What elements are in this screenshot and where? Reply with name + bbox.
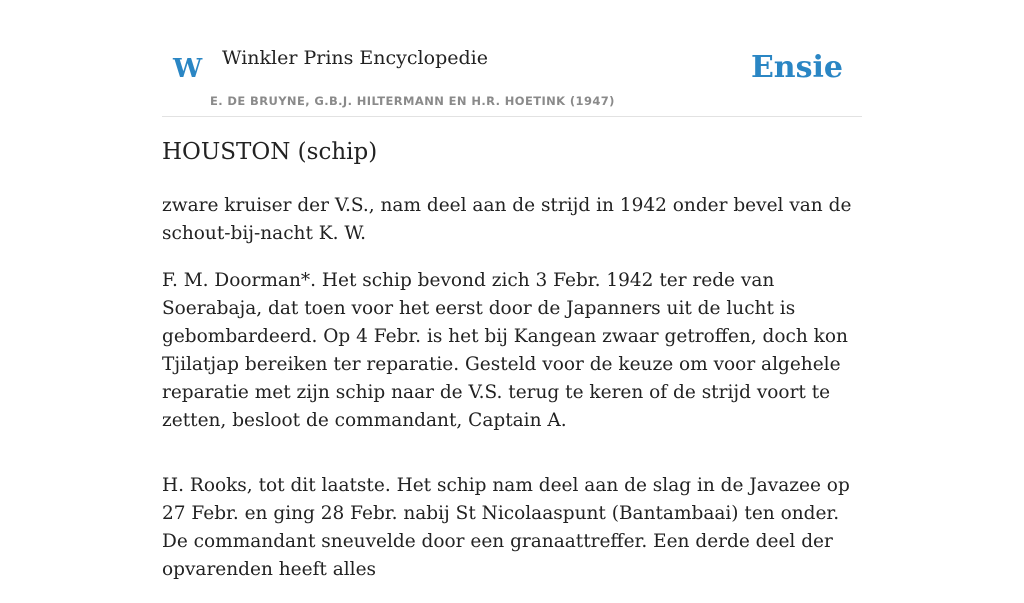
- article-paragraph: F. M. Doorman*. Het schip bevond zich 3 Febr. 1942 ter rede van Soerabaja, dat toen voor het eerst door de Japanners uit de lucht is gebombardeerd. Op 4 Febr. is het bij Kangean zwaar getroffen, doch kon Tjilatjap bereiken ter reparatie. Gesteld voor de keuze om voor algehele reparatie met zijn schip naar de V.S. terug te keren of de strijd voort te zetten, besloot de commandant, Captain A.: [162, 270, 848, 431]
- article-paragraph: zware kruiser der V.S., nam deel aan de strijd in 1942 onder bevel van de schout-bij-nacht K. W.: [162, 195, 852, 244]
- article-paragraph: H. Rooks, tot dit laatste. Het schip nam deel aan de slag in de Javazee op 27 Febr. en ging 28 Febr. nabij St Nicolaaspunt (Bantambaai) ten onder. De commandant sneuvelde door een granaattreffer. Een derde deel der opvarenden heeft alles: [162, 475, 850, 580]
- source-title[interactable]: Winkler Prins Encyclopedie: [222, 47, 488, 69]
- article-title: HOUSTON (schip): [162, 139, 378, 165]
- winkler-prins-logo[interactable]: W: [173, 54, 203, 84]
- source-authors: E. DE BRUYNE, G.B.J. HILTERMANN EN H.R. HOETINK (1947): [210, 94, 615, 108]
- source-header: [162, 38, 862, 117]
- article-body: [162, 192, 866, 603]
- ensie-logo[interactable]: Ensie: [750, 50, 843, 85]
